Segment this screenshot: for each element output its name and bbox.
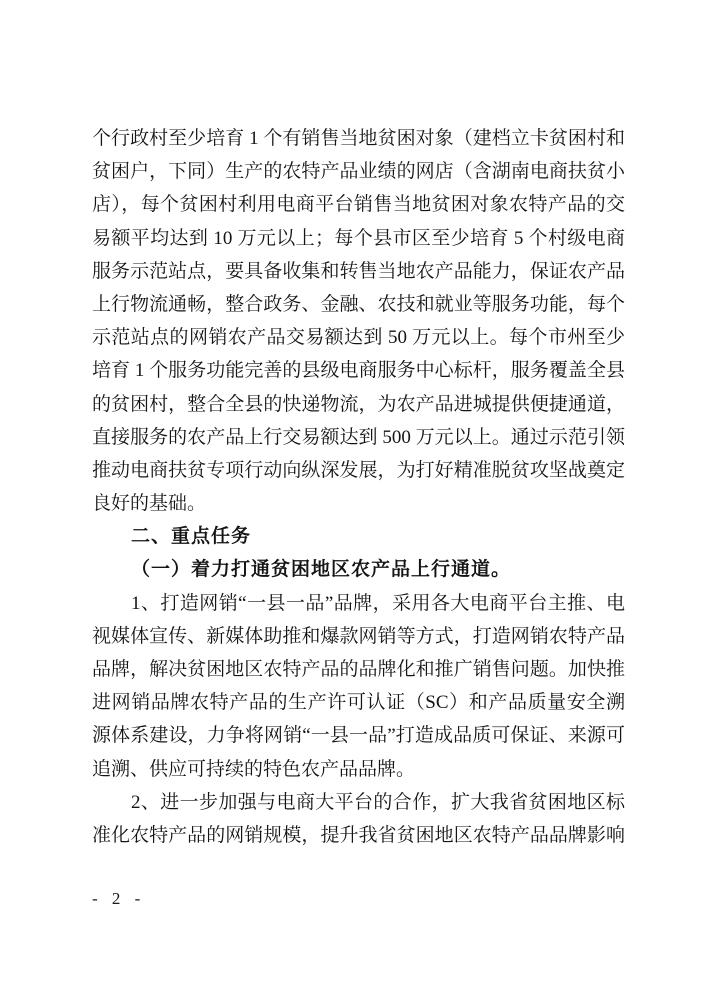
text-line: 店），每个贫困村利用电商平台销售当地贫困对象农特产品的交 xyxy=(92,194,625,216)
page-number: - 2 - xyxy=(92,889,146,908)
document-lines xyxy=(92,122,625,852)
text-line: 直接服务的农产品上行交易额达到 500 万元以上。通过示范引领 xyxy=(92,426,625,448)
text-line: 服务示范站点，要具备收集和转售当地农产品能力，保证农产品 xyxy=(92,260,625,282)
text-line: 上行物流通畅，整合政务、金融、农技和就业等服务功能，每个 xyxy=(92,293,625,315)
heading-line: （一）着力打通贫困地区农产品上行通道。 xyxy=(131,559,512,581)
heading-line: 二、重点任务 xyxy=(131,526,252,548)
text-line: 良好的基础。 xyxy=(92,493,207,515)
text-line: 1、打造网销“一县一品”品牌，采用各大电商平台主推、电 xyxy=(131,592,625,614)
text-line: 贫困户，下同）生产的农特产品业绩的网店（含湖南电商扶贫小 xyxy=(92,161,625,183)
text-line: 示范站点的网销农产品交易额达到 50 万元以上。每个市州至少 xyxy=(92,327,625,349)
text-line: 进网销品牌农特产品的生产许可认证（SC）和产品质量安全溯 xyxy=(92,692,625,714)
text-line: 品牌，解决贫困地区农特产品的品牌化和推广销售问题。加快推 xyxy=(92,659,625,680)
text-line: 推动电商扶贫专项行动向纵深发展，为打好精准脱贫攻坚战奠定 xyxy=(92,459,625,481)
text-line: 源体系建设，力争将网销“一县一品”打造成品质可保证、来源可 xyxy=(92,725,625,747)
text-line: 追溯、供应可持续的特色农产品品牌。 xyxy=(92,758,416,780)
text-line: 的贫困村，整合全县的快递物流，为农产品进城提供便捷通道， xyxy=(92,393,625,415)
text-line: 准化农特产品的网销规模，提升我省贫困地区农特产品品牌影响 xyxy=(92,824,625,846)
text-line: 培育 1 个服务功能完善的县级电商服务中心标杆，服务覆盖全县 xyxy=(92,360,625,382)
text-line: 视媒体宣传、新媒体助推和爆款网销等方式，打造网销农特产品 xyxy=(92,625,625,647)
text-line: 个行政村至少培育 1 个有销售当地贫困对象（建档立卡贫困村和 xyxy=(92,128,625,149)
text-line: 易额平均达到 10 万元以上；每个县市区至少培育 5 个村级电商 xyxy=(92,227,625,249)
text-line: 2、进一步加强与电商大平台的合作，扩大我省贫困地区标 xyxy=(131,791,625,813)
